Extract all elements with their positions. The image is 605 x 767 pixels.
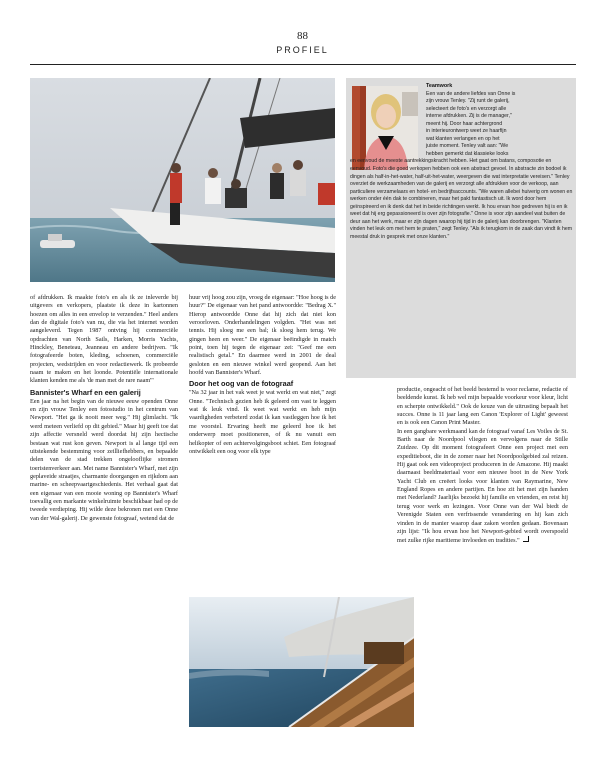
- column3-paragraph-text: In een gangbare werkmaand kan de fotograaf vanaf Les Voiles de St. Barth naar de Noordpool vliegen en vervolgens naar de Stille Zuidzee. Op dit moment fotografeert Onne een project met een expeditieboot, die in de zomer naar het Noordpoolgebied zal reizen. Hij gaat ook een videoproject produceren in de Amazone. Hij maakt daarnaast beeldmateriaal voor een nieuwe boot in de New York Yacht Club en creëert looks voor klanten van Raymarine, New England Ropes en andere partijen. En hoe zit het met zijn handen met Nederland? Jaarlijks bezoekt hij familie en vrienden, en reist hij terug voor werk en lezingen. Voor Onne van der Wal biedt de Verenigde Staten een verfrissende verandering en hij kan zich vinden in de manier waarop daar zaken worden gedaan. Bovenaan zijn lijst: "Ik hou ervan hoe het Newport-gebied wordt overspoeld met zulke rijke maritieme invloeden en tradities.": [397, 427, 568, 545]
- article-column-1: [30, 294, 178, 523]
- sidebar-line: in interieurontwerp weet ze haarfijn: [426, 128, 507, 135]
- sidebar-line: Een van de andere liefdes van Onne is: [426, 90, 516, 97]
- sidebar-line: selecteert de foto's en verzorgt alle: [426, 105, 507, 112]
- article-column-3: [397, 386, 568, 546]
- sailing-crew-photo: [30, 78, 335, 282]
- column2-paragraph: "Na 32 jaar in het vak weet je wat werkt en wat niet," zegt Onne. "Technisch gezien heb ik geleerd om vast te leggen wat ik leuk vind. Ik weet wat werkt en heb mijn vaardigheden verbeterd zodat ik kan vastleggen hoe ik het me voorstel. Ervaring heeft me geleerd hoe ik het onderwerp moet positioneren, of ik nu vanuit een helikopter of een achtervolgingsboot schiet. Een fotograaf ontwikkelt een oog voor elk type: [189, 389, 336, 455]
- column3-paragraph: productie, ongeacht of het beeld bestemd is voor reclame, redactie of beeldende kunst. Ik heb wel mijn bepaalde voorkeur voor kleur, licht en scherpte ontwikkeld." Ook de keuze van de uitrusting bepaalt het succes. Onne is 11 jaar lang een Canon 'Explorer of Light' geweest en is ook een Canon Print Master.: [397, 386, 568, 427]
- sidebar-line: interne afdrukken. Zij is de manager,": [426, 113, 512, 120]
- sidebar-body: en eenvoud de meeste aantrekkingskracht hebben. Het gaat om batans, composotie en eenvoud. Foto's die goed verkopen hebben ook een abstract gevoel. In abstracte zin bodoel ik dingen als half-in-het-water, half-uit-het-water, weergeven die wat interpretatie vereisen." Tenley overziet de werkzaamheden van de galerij en verzorgt alle afdrukken voor de verkoop, aan particuliere verzamelaars en hotel- en bedrijfsaccounts. "We waren allebei huiverig om wonen en werken onder één dak te combineren, maar het pakt fantastisch uit. Ik word door hem geïnspireerd en ik denk dat het in beide richtingen werkt. Ik hou ervan hoe gedreven hij is en ik weet dat hij erg gepassioneerd is over zijn fotografie." Onne is voor zijn aandeel wat buiten de deur aan het werk, maar er zijn dagen waarop hij tijd in de galerij kan doorbrengen. "Klanten vinden het leuk om met hem te praten," zegt Tenley. "Als ik terugkom in de zaak dan vindt ik hem meestal druk in gesprek met onze klanten.": [350, 158, 573, 240]
- sidebar-line: wat klanten verlangen en op het: [426, 135, 500, 142]
- page-number: 88: [297, 30, 308, 42]
- sidebar-line: zijn vrouw Tenley. "Zij runt de galerij,: [426, 98, 510, 105]
- section-title: PROFIEL: [276, 45, 329, 55]
- column1-paragraph: of afdrukken. Ik maakte foto's en als ik ze inleverde bij uitgevers en verkopers, plaatste ik deze in kartonnen hoezen om alles in een envelop te verzenden." Heel anders dan de digitale foto's van nu, die via het internet worden aangeleverd. Tegen 1987 ontving hij commerciële opdrachten van North Sails, Harken, Morris Yachts, Hinckley, Beneteau, Jeanneau en andere bedrijven. "Ik fotografeerde boten, kleding, schoenen, commerciële projecten, wedstrijden en voor redactiewerk. Ik probeerde naam te maken en het loonde. Potentiële internationale klanten kenden me als 'de man met de rare naam'": [30, 294, 178, 385]
- sidebar-title: Teamwork: [426, 83, 453, 89]
- column1-paragraph: Een jaar na het begin van de nieuwe eeuw openden Onne en zijn vrouw Tenley een fotostudio in het centrum van Newport. "Het ga ik nooit meer weg." Hij glimlacht. "Ik werd meteen verliefd op dit gebied." Maar hij geeft toe dat zijn affectie versneld werd doordat hij zijn hectische bestaan wat rust kon geven. Newport is al lange tijd een uitstekende bestemming voor zeilliefhebbers, en bepaalde delen van de stad trekken ongelooflijke stromen toeristenverkeer aan. Met name Bannister's Wharf, met zijn geplaveide straatjes, charmante doorgangen en rijkdom aan marine- en scheepvaartgeschiedenis. Het verhaal gaat dat een eigenaar van een mooie woning op Bannister's Wharf toevallig een markante winkelruimte beschikbaar had op de tweede verdieping. Hij wilde deze bekronen met een Onne van der Wal-galerij. De gewenste fotograaf, wetend dat de: [30, 397, 178, 522]
- sidebar-line: hebben gemerkt dat klassieke looks: [426, 150, 509, 157]
- column1-heading: Bannister's Wharf en een galerij: [30, 387, 141, 397]
- teamwork-sidebar: [346, 78, 576, 378]
- yacht-deck-photo: [189, 597, 414, 727]
- sidebar-line: juiste moment. Tenley valt aan: "We: [426, 143, 509, 150]
- end-mark: [523, 536, 529, 542]
- header-rule: [30, 64, 576, 65]
- column2-heading: Door het oog van de fotograaf: [189, 379, 294, 389]
- article-column-2: [189, 294, 336, 456]
- sidebar-line: meent hij. Door haar achtergrond: [426, 120, 503, 127]
- column2-paragraph: huur vrij hoog zou zijn, vroeg de eigenaar: "Hoe hoog is de huur?" De eigenaar van het pand antwoordde: "Bedrag X." Hierop antwoordde Onne dat hij zich dat niet kon veroorloven. Onderhandelingen volgden. "Het was net tennis. Hij sloeg me een bal; ik sloeg hem terug. We gingen heen en weer." De eigenaar beëindigde in match point, toen hij tegen de eigenaar zei: "Geef me een realistisch getal." En daarmee werd in 2001 de deal gesloten en een nieuwe winkel werd geopend. Aan het hoofd van Bannister's Wharf.: [189, 294, 336, 377]
- column3-paragraph: [397, 428, 568, 546]
